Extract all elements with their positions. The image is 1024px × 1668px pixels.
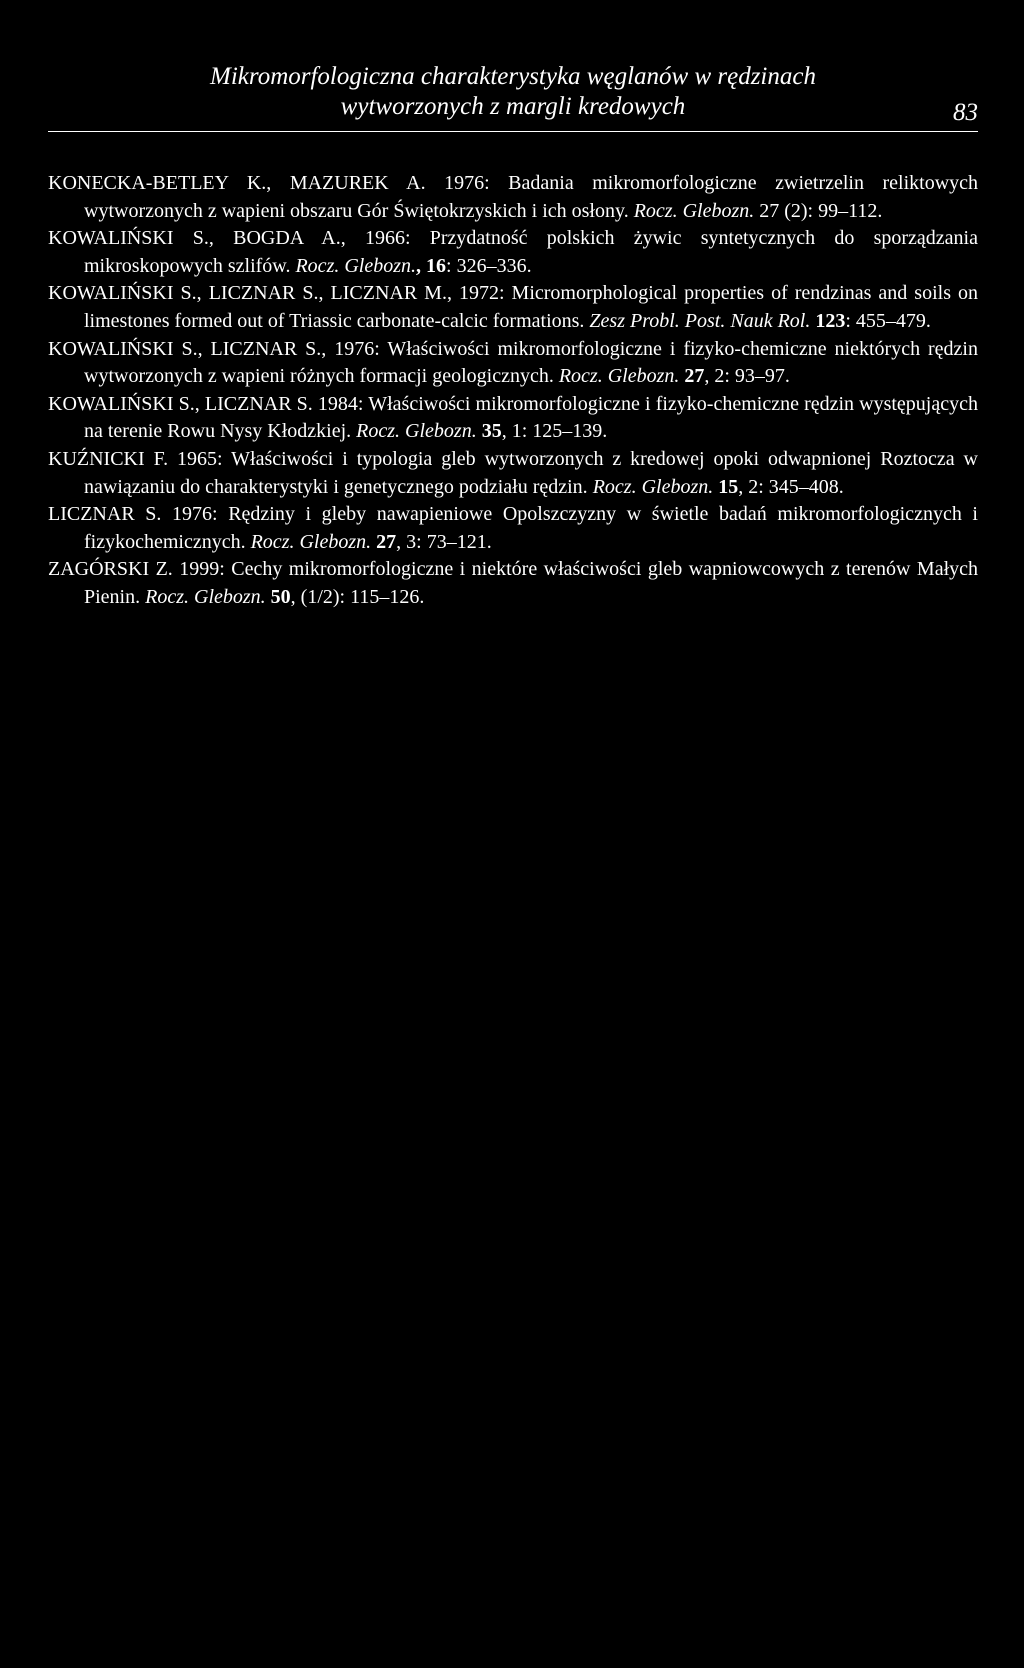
ref-pages: , 2: 345–408.: [738, 475, 844, 498]
ref-authors: KUŹNICKI F.: [48, 447, 169, 470]
ref-volume: 27: [679, 365, 705, 388]
ref-year-title: 1984: Właściwości mikromorfologiczne i fizyko-chemiczne rędzin występujących na terenie Rowu Nysy Kłodzkiej.: [84, 392, 978, 443]
ref-authors: KOWALIŃSKI S., LICZNAR S.: [48, 392, 313, 415]
reference-item: [48, 225, 978, 280]
ref-year-title: , 1976: Właściwości mikromorfologiczne i fizyko-chemiczne niektórych rędzin wytworzonych z wapieni różnych formacji geologicznych.: [84, 337, 978, 388]
ref-journal: Rocz. Glebozn.: [592, 475, 714, 498]
ref-volume: 27: [371, 530, 397, 553]
ref-year-title: 1999: Cechy mikromorfologiczne i niektóre właściwości gleb wapniowcowych z terenów Małych Pienin.: [84, 558, 978, 608]
ref-journal: Rocz. Glebozn.: [250, 530, 372, 553]
ref-pages: , 3: 73–121.: [396, 530, 492, 553]
ref-authors: KOWALIŃSKI S., LICZNAR S., LICZNAR M.: [48, 282, 447, 305]
reference-item: [48, 556, 978, 611]
ref-year-title: , 1966: Przydatność polskich żywic syntetycznych do sporządzania mikroskopowych szlifów.: [84, 227, 978, 277]
reference-item: [48, 446, 978, 501]
ref-authors: KOWALIŃSKI S., LICZNAR S.: [48, 337, 322, 360]
ref-year-title: , 1972: Micromorphological properties of rendzinas and soils on limestones formed out of Triassic carbonate-calcic formations.: [84, 282, 978, 332]
ref-volume: 50: [265, 585, 291, 608]
ref-volume: , 16: [416, 254, 447, 277]
ref-pages: , 2: 93–97.: [704, 365, 790, 388]
ref-journal: Rocz. Glebozn.: [356, 420, 477, 443]
reference-item: [48, 280, 978, 335]
ref-authors: ZAGÓRSKI Z.: [48, 558, 173, 581]
reference-item: [48, 170, 978, 225]
header-title-line2: wytworzonych z margli kredowych: [340, 93, 686, 120]
ref-volume: 123: [810, 309, 846, 332]
ref-authors: KOWALIŃSKI S., BOGDA A.: [48, 227, 341, 250]
page-number: 83: [953, 99, 978, 126]
ref-journal: Rocz. Glebozn.: [558, 365, 680, 388]
running-header: [48, 62, 978, 122]
ref-pages: , (1/2): 115–126.: [290, 585, 425, 608]
ref-pages: (2): 99–112.: [779, 199, 883, 222]
ref-journal: Rocz. Glebozn.: [145, 585, 266, 608]
ref-pages: : 455–479.: [845, 309, 931, 332]
ref-pages: , 1: 125–139.: [501, 420, 608, 443]
reference-item: [48, 391, 978, 446]
ref-volume: 27: [754, 199, 780, 222]
reference-item: [48, 501, 978, 556]
ref-journal: Rocz. Glebozn.: [295, 254, 417, 277]
ref-authors: KONECKA-BETLEY K., MAZUREK A.: [48, 172, 426, 194]
ref-authors: LICZNAR S.: [48, 503, 162, 526]
ref-volume: 15: [713, 475, 739, 498]
reference-list: [48, 170, 978, 612]
reference-item: [48, 336, 978, 391]
header-rule: [48, 131, 978, 132]
header-title-line1: Mikromorfologiczna charakterystyka węglanów w rędzinach: [210, 63, 816, 90]
ref-year-title: 1976: Badania mikromorfologiczne zwietrzelin reliktowych wytworzonych z wapieni obszaru Gór Świętokrzyskich i ich osłony.: [84, 172, 979, 222]
ref-volume: 35: [476, 420, 502, 443]
ref-year-title: 1965: Właściwości i typologia gleb wytworzonych z kredowej opoki odwapnionej Roztocza w nawiązaniu do charakterystyki i genetycznego podziału rędzin.: [84, 447, 978, 498]
ref-journal: Zesz Probl. Post. Nauk Rol.: [589, 309, 811, 332]
ref-pages: : 326–336.: [446, 254, 532, 277]
ref-journal: Rocz. Glebozn.: [633, 199, 755, 222]
ref-year-title: 1976: Rędziny i gleby nawapieniowe Opolszczyzny w świetle badań mikromorfologicznych i fizykochemicznych.: [84, 503, 978, 553]
